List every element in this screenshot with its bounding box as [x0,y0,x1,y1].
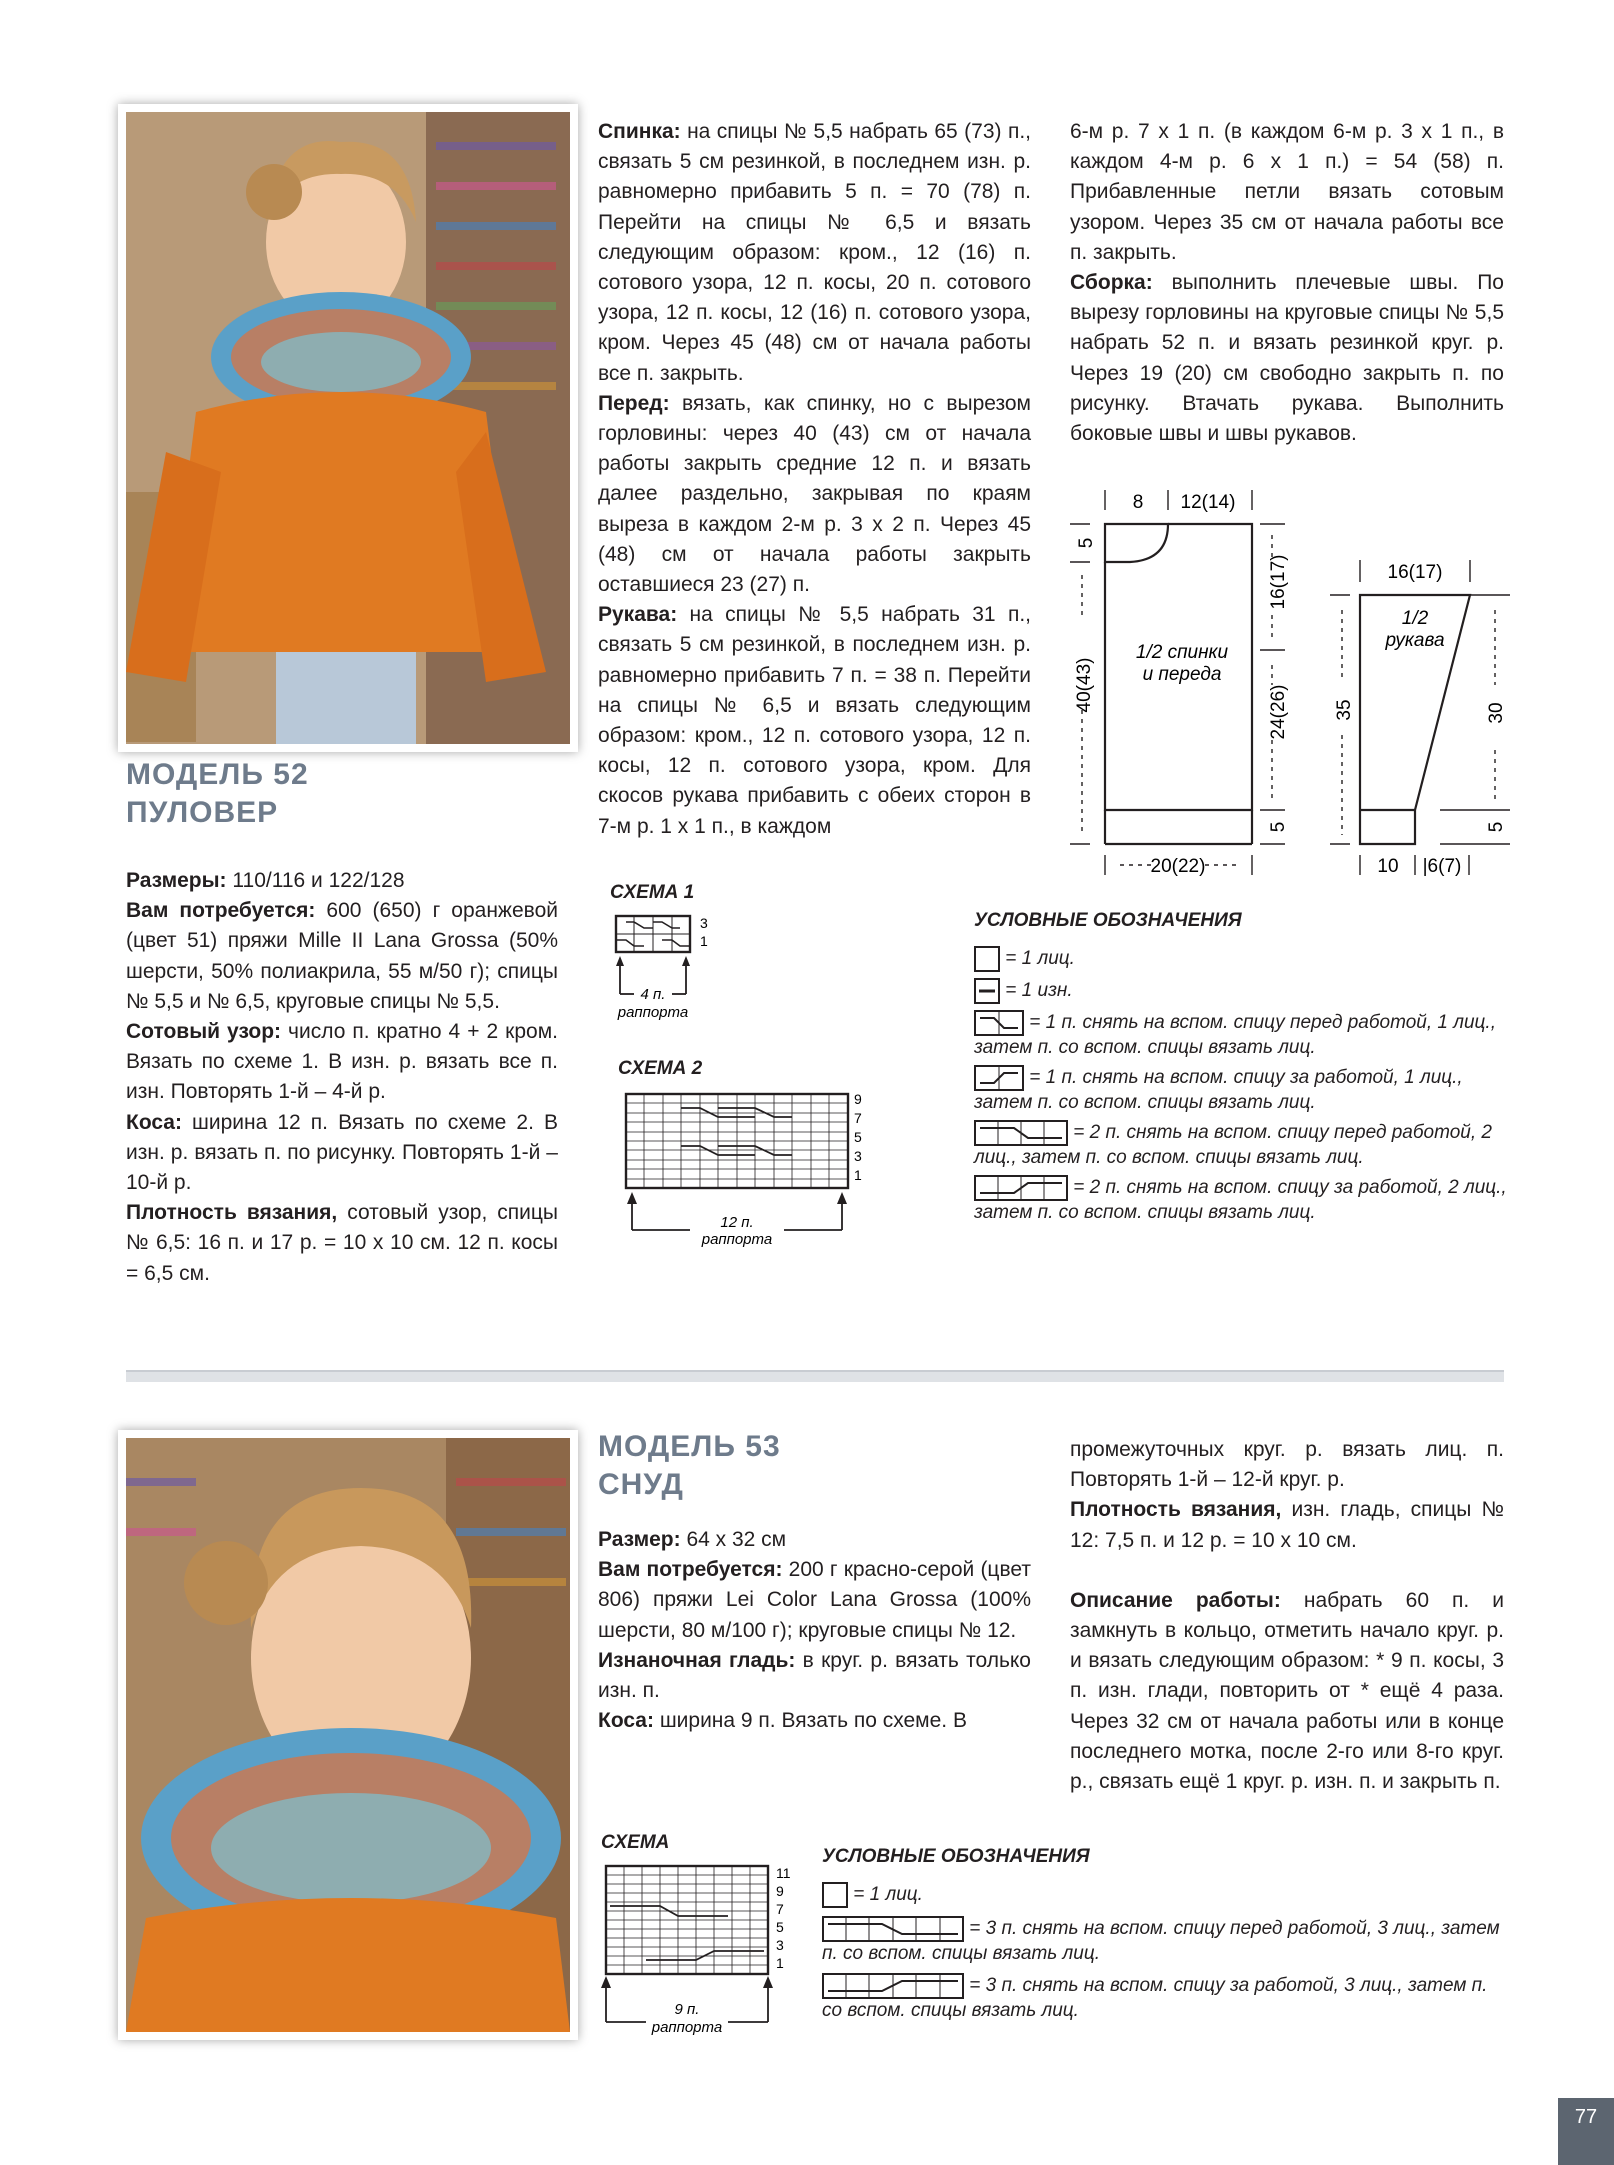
page-number: 77 [1558,2098,1614,2165]
scheme1-repeat-1: 4 п. [640,986,666,1003]
legend-cross-front-1: = 1 п. снять на вспом. спицу перед работой, 1 лиц., затем п. со вспом. спицы вязать лиц. [974,1010,1514,1059]
model52-left-column [126,866,558,1289]
sleeve-rib-height-label: 5 [1486,821,1507,833]
snood-row-7: 7 [776,1901,784,1917]
cable-front-3-icon [822,1916,964,1942]
girl-sweater-image [126,112,570,744]
sleeve-pattern-diagram [1320,550,1520,890]
scheme2-repeat-2: раппорта [701,1231,773,1248]
scheme1-row-3: 3 [700,915,708,931]
body-width-label: 20(22) [1150,856,1206,877]
side-height-label: 24(26) [1268,684,1289,740]
snood-row-3: 3 [776,1937,784,1953]
model53-legend [822,1846,1512,2022]
body-piece-label-1: 1/2 спинки [1135,642,1229,663]
sleeve-bottom-extra-label: |6(7) [1422,856,1462,877]
scheme2-row-3: 3 [854,1148,862,1164]
cable-front-2-icon [974,1120,1068,1146]
model53-scheme-title: СХЕМА [601,1832,670,1853]
scheme2-repeat-1: 12 п. [720,1214,754,1231]
reverse-stockinette-paragraph: Изнаночная гладь: в круг. р. вязать только изн. п. [598,1648,1031,1703]
sleeve-piece-label-2: рукава [1385,630,1445,651]
sizes-paragraph: Размеры: 110/116 и 122/128 [126,869,405,892]
shoulder-width-label: 12(14) [1180,492,1236,513]
scheme1-row-1: 1 [700,933,708,949]
scheme1-repeat-2: раппорта [617,1004,689,1021]
model52-photo [118,104,578,752]
snood-row-9: 9 [776,1883,784,1899]
gauge-paragraph: Плотность вязания, сотовый узор, спицы № 6,5: 16 п. и 17 р. = 10 х 10 см. 12 п. косы = 6,5 см. [126,1201,558,1285]
model52-legend [974,910,1514,1224]
snood-row-5: 5 [776,1919,784,1935]
model53-title-line2: СНУД [598,1468,684,1501]
model53-title-line1: МОДЕЛЬ 53 [598,1430,781,1463]
model53-middle-column [598,1525,1031,1736]
sleeve-upper-height-label: 30 [1486,702,1507,724]
scheme2-row-7: 7 [854,1110,862,1126]
scheme2-row-5: 5 [854,1129,862,1145]
model53-right-column [1070,1435,1504,1797]
neck-width-label: 8 [1132,492,1144,513]
model53-photo [118,1430,578,2040]
model52-title [126,756,309,832]
snood-legend-knit: = 1 лиц. [822,1882,1512,1908]
model52-title-line2: ПУЛОВЕР [126,796,279,829]
sleeve-bottom-width-label: 10 [1377,856,1399,877]
model52-middle-column [598,117,1031,842]
snood-repeat-2: раппорта [651,2019,723,2036]
cable-back-2-icon [974,1175,1068,1201]
scheme2-title: СХЕМА 2 [618,1058,703,1079]
snood-row-1: 1 [776,1955,784,1971]
legend-cross-front-2: = 2 п. снять на вспом. спицу перед работой, 2 лиц., затем п. со вспом. спицы вязать лиц. [974,1120,1514,1169]
sleeve-top-width-label: 16(17) [1387,562,1443,583]
snood-gauge-paragraph: Плотность вязания, изн. гладь, спицы № 12: 7,5 п. и 12 р. = 10 х 10 см. [1070,1498,1504,1552]
body-pattern-diagram [1060,480,1320,890]
snood-cable-paragraph: Коса: ширина 9 п. Вязать по схеме. В [598,1709,967,1733]
scheme2-row-9: 9 [854,1091,862,1107]
sleeve-total-height-label: 35 [1334,699,1355,721]
cable-front-1-icon [974,1010,1024,1036]
scheme1-chart [604,910,724,1030]
model52-legend-title: УСЛОВНЫЕ ОБОЗНАЧЕНИЯ [974,910,1242,931]
honeycomb-paragraph: Сотовый узор: число п. кратно 4 + 2 кром. Вязать по схеме 1. В изн. р. вязать все п. изн. Повторять 1-й – 4-й р. [126,1020,558,1104]
snood-knit-symbol-icon [822,1882,848,1908]
cable-paragraph: Коса: ширина 12 п. Вязать по схеме 2. В изн. р. вязать п. по рисунку. Повторять 1-й – 10-й р. [126,1110,558,1195]
neck-height-label: 5 [1076,537,1097,549]
model52-right-column [1070,117,1504,449]
front-paragraph: Перед: вязать, как спинку, но с вырезом горловины: через 40 (43) см от начала работы закрыть средние 12 п. и вязать далее раздельно, закрывая по краям выреза в каждом 2-м р. 3 х 2 п. Через 45 (48) см от начала работы закрыть оставшиеся 23 (27) п. [598,391,1031,597]
snood-repeat-1: 9 п. [674,2001,700,2018]
model53-title [598,1428,781,1504]
back-paragraph: Спинка: на спицы № 5,5 набрать 65 (73) п., связать 5 см резинкой, в последнем изн. р. равномерно прибавить 5 п. = 70 (78) п. Перейти на спицы № 6,5 и вязать следующим образом: кром., 12 (16) п. сотового узора, 12 п. косы, 20 п. сотового узора, 12 п. косы, 12 (16) п. сотового узора, кром. Через 45 (48) см от начала работы все п. закрыть. [598,120,1031,385]
model53-legend-title: УСЛОВНЫЕ ОБОЗНАЧЕНИЯ [822,1846,1090,1867]
model53-scheme-chart [596,1856,816,2036]
snood-instructions-paragraph: Описание работы: набрать 60 п. и замкнуть в кольцо, отметить начало круг. р. и вязать следующим образом: * 9 п. косы, 3 п. изн. глади, повторить от * ещё 4 раза. Через 32 см от начала работы или в конце последнего мотка, после 2-го или 8-го круг. р., связать ещё 1 круг. р. изн. п. и закрыть п. [1070,1588,1504,1794]
snood-row-11: 11 [776,1865,791,1881]
girl-snood-image [126,1438,570,2032]
purl-symbol-icon [974,978,1000,1004]
cable-back-3-icon [822,1973,964,1999]
scheme2-row-1: 1 [854,1167,862,1183]
model52-title-line1: МОДЕЛЬ 52 [126,758,309,791]
rib-height-label: 5 [1268,821,1289,833]
snood-legend-cross-back-3: = 3 п. снять на вспом. спицу за работой, 3 лиц., затем п. со вспом. спицы вязать лиц. [822,1973,1512,2022]
legend-purl: = 1 изн. [974,978,1514,1004]
scheme1-title: СХЕМА 1 [610,882,695,903]
legend-knit: = 1 лиц. [974,946,1514,972]
snood-size-paragraph: Размер: 64 х 32 см [598,1528,787,1551]
photo-illustration [126,112,570,744]
total-height-label: 40(43) [1074,657,1095,713]
legend-cross-back-2: = 2 п. снять на вспом. спицу за работой, 2 лиц., затем п. со вспом. спицы вязать лиц. [974,1175,1514,1224]
snood-materials-paragraph: Вам потребуется: 200 г красно-серой (цвет 806) пряжи Lei Color Lana Grossa (100% шерсти, 80 м/100 г); круговые спицы № 12. [598,1558,1031,1642]
photo-illustration-2 [126,1438,570,2032]
assembly-paragraph: Сборка: выполнить плечевые швы. По вырезу горловины на круговые спицы № 5,5 набрать 52 п. и вязать резинкой круг. р. Через 19 (20) см свободно закрыть п. по рисунку. Втачать рукава. Выполнить боковые швы и швы рукавов. [1070,271,1504,446]
armhole-height-label: 16(17) [1268,554,1289,610]
materials-paragraph: Вам потребуется: 600 (650) г оранжевой (цвет 51) пряжи Mille II Lana Grossa (50% шерсти, 50% полиакрила, 55 м/50 г); спицы № 5,5 и № 6,5, круговые спицы № 5,5. [126,899,558,1013]
sleeves-continued-paragraph: 6-м р. 7 х 1 п. (в каждом 6-м р. 3 х 1 п., в каждом 4-м р. 6 х 1 п.) = 54 (58) п. Прибавленные петли вязать сотовым узором. Через 35 см от начала работы все п. закрыть. [1070,120,1504,264]
section-divider [126,1370,1504,1382]
knit-symbol-icon [974,946,1000,972]
snood-legend-cross-front-3: = 3 п. снять на вспом. спицу перед работой, 3 лиц., затем п. со вспом. спицы вязать лиц. [822,1916,1512,1965]
body-piece-label-2: и переда [1142,664,1222,685]
sleeve-piece-label-1: 1/2 [1401,608,1429,629]
scheme2-chart [610,1086,870,1256]
sleeves-paragraph: Рукава: на спицы № 5,5 набрать 31 п., связать 5 см резинкой, в последнем изн. р. равномерно прибавить 7 п. = 38 п. Перейти на спицы № 6,5 и вязать следующим образом: кром., 12 п. сотового узора, 12 п. косы, 12 п. сотового узора, кром. Для скосов рукава прибавить с обеих сторон в 7-м р. 1 х 1 п., в каждом [598,603,1031,838]
legend-cross-back-1: = 1 п. снять на вспом. спицу за работой, 1 лиц., затем п. со вспом. спицы вязать лиц. [974,1065,1514,1114]
snood-rounds-paragraph: промежуточных круг. р. вязать лиц. п. Повторять 1-й – 12-й круг. р. [1070,1438,1504,1492]
cable-back-1-icon [974,1065,1024,1091]
